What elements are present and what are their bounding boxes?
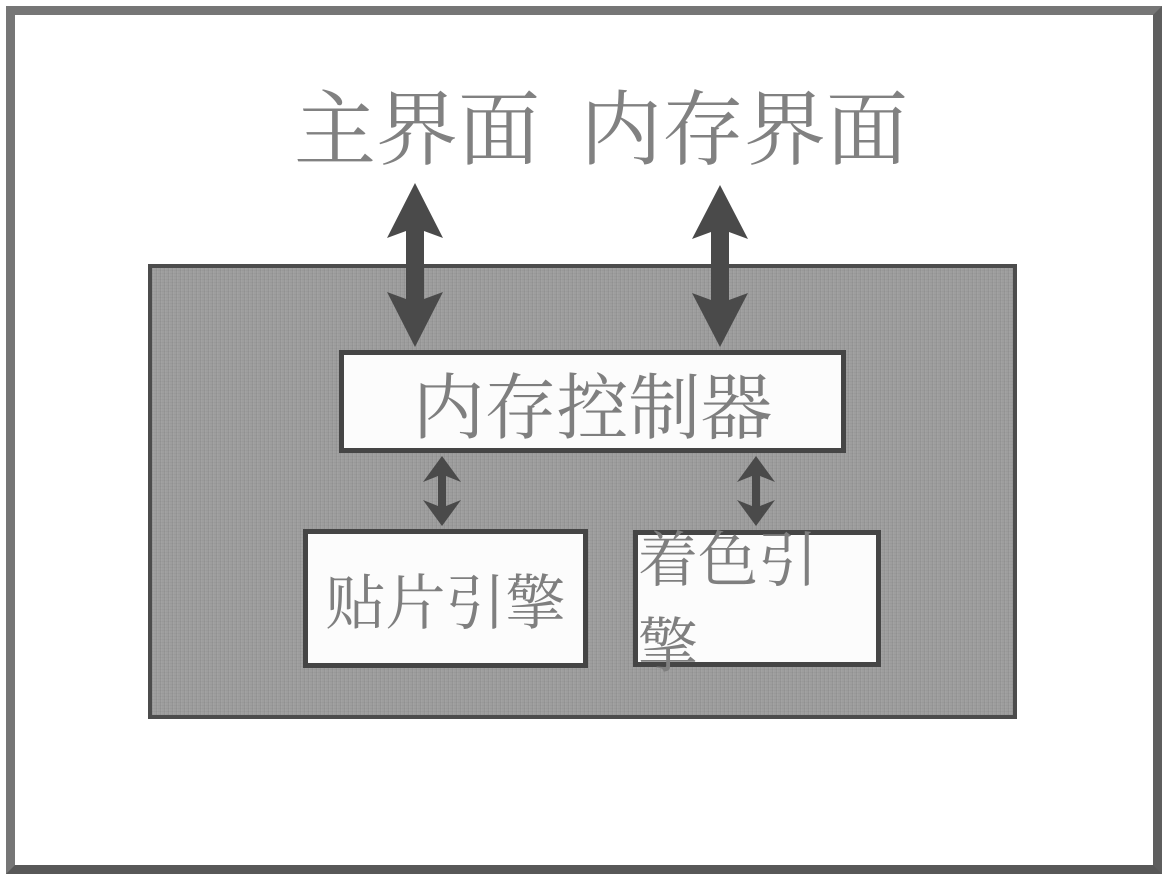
texture-engine-box [303, 529, 588, 668]
main-interface-bidirectional-arrow-icon [385, 183, 445, 347]
texture-engine-bidirectional-arrow-icon [422, 456, 462, 526]
memory-controller-label: 内存控制器 [412, 368, 773, 449]
memory-interface-label: 内存界面 [580, 85, 909, 176]
texture-engine-label: 贴片引擎 [325, 570, 566, 637]
memory-interface-bidirectional-arrow-icon [690, 185, 750, 347]
shading-engine-bidirectional-arrow-icon [736, 456, 776, 526]
shading-engine-box [633, 527, 881, 680]
main-interface-label: 主界面 [293, 85, 540, 176]
top-interface-labels [20, 86, 1162, 176]
memory-controller-box [339, 350, 846, 453]
shading-engine-label: 着色引擎 [638, 527, 818, 680]
